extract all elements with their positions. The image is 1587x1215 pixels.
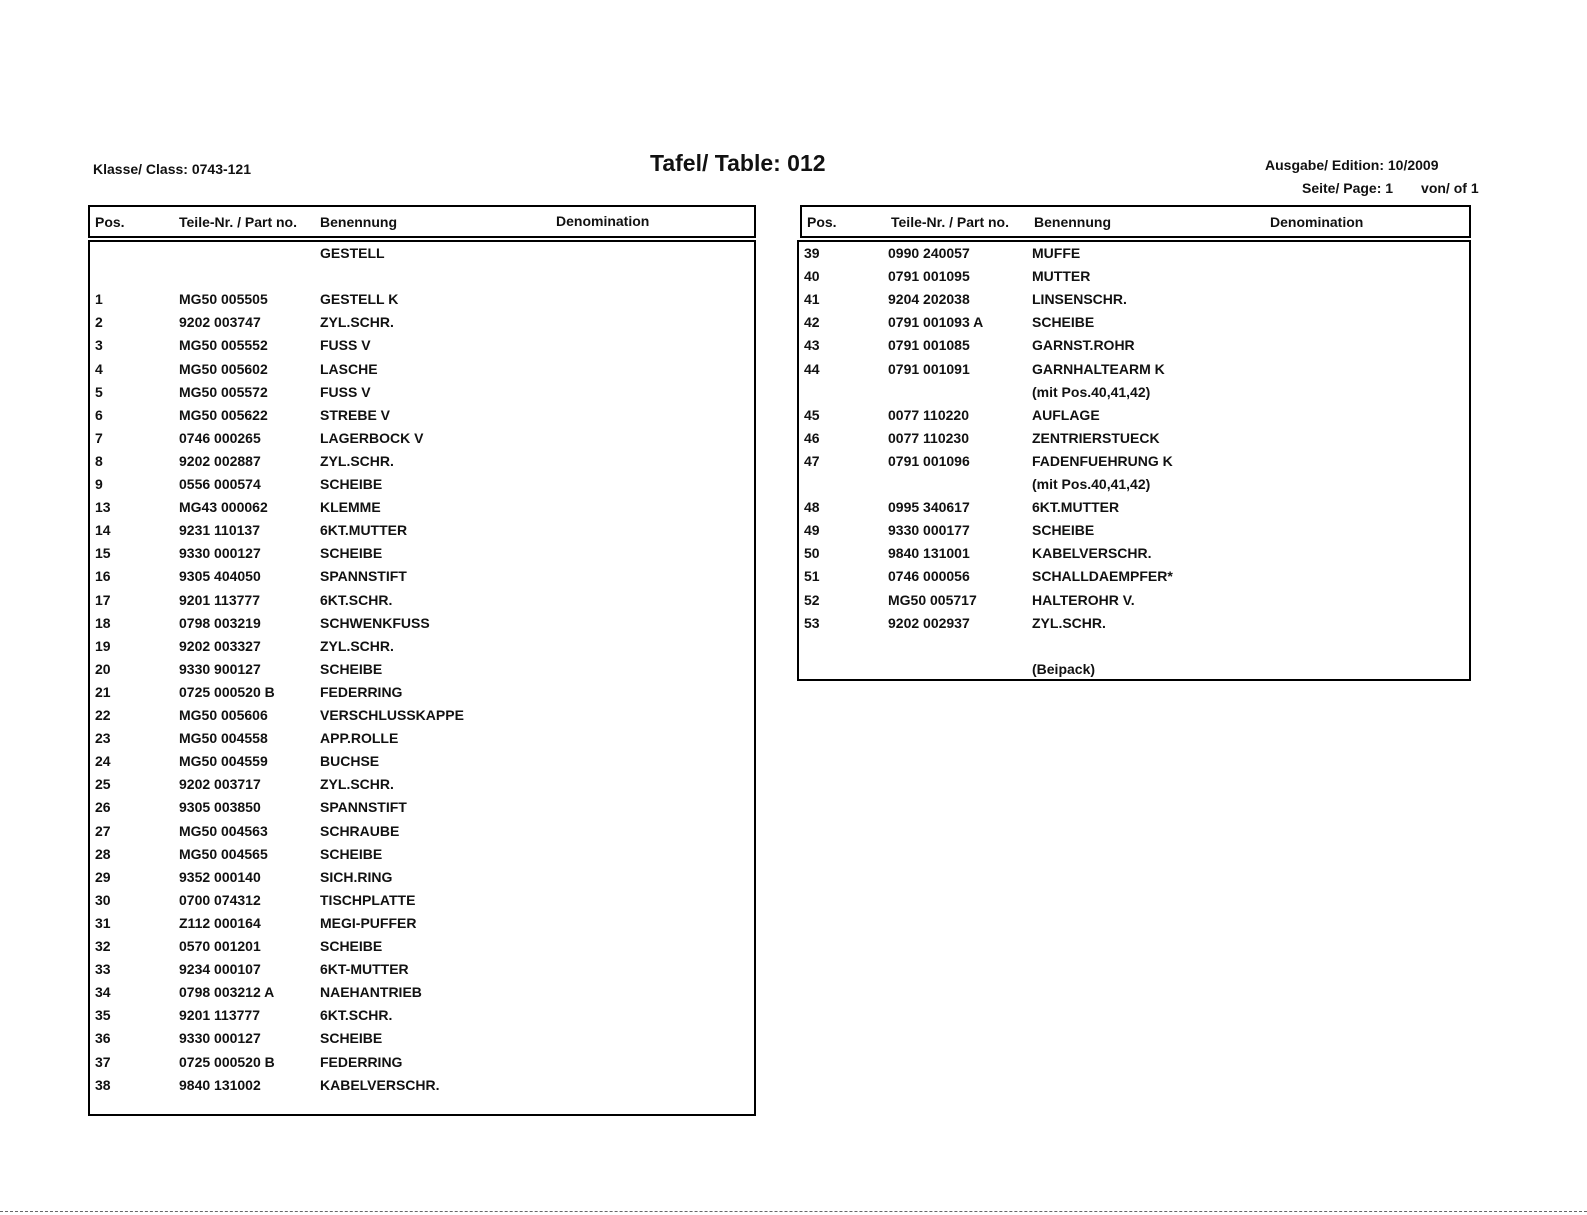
part-number-cell: Z112 000164 <box>179 914 261 931</box>
pos-cell: 9 <box>95 476 103 492</box>
pos-cell: 18 <box>95 614 111 631</box>
pos-cell: 15 <box>95 545 111 562</box>
table-row <box>799 522 1469 545</box>
name-cell: LASCHE <box>320 360 378 377</box>
pos-cell: 17 <box>95 591 111 608</box>
part-number-cell: MG50 005606 <box>179 707 268 723</box>
pos-cell: 5 <box>95 383 103 400</box>
pos-cell: 4 <box>95 360 103 377</box>
table-row <box>90 661 754 684</box>
table-row <box>90 337 754 360</box>
pos-cell: 32 <box>95 938 111 954</box>
part-number-cell: MG50 004565 <box>179 845 268 862</box>
page-bottom-divider <box>0 1211 1587 1212</box>
part-number-cell: MG50 004559 <box>179 753 268 770</box>
pos-cell: 26 <box>95 799 111 816</box>
pos-cell: 31 <box>95 914 111 931</box>
name-cell: (mit Pos.40,41,42) <box>1032 383 1151 400</box>
table-row <box>90 476 754 499</box>
name-cell: 6KT.MUTTER <box>320 522 408 539</box>
pos-cell: 1 <box>95 291 103 308</box>
part-number-cell: 0791 001085 <box>888 337 970 354</box>
name-cell: LINSENSCHR. <box>1032 291 1127 308</box>
column-part-no: Teile-Nr. / Part no. <box>891 214 1009 230</box>
table-row <box>90 522 754 545</box>
name-cell: FADENFUEHRUNG K <box>1032 452 1173 469</box>
table-row <box>799 592 1469 615</box>
name-cell: TISCHPLATTE <box>320 891 416 908</box>
table-row <box>90 1054 754 1077</box>
name-cell: FEDERRING <box>320 683 403 700</box>
page-number: Seite/ Page: 1 <box>1302 180 1394 196</box>
name-cell: MUTTER <box>1032 268 1091 285</box>
part-number-cell: 9330 000127 <box>179 1030 261 1047</box>
name-cell: ZYL.SCHR. <box>320 314 394 331</box>
part-number-cell: MG50 005602 <box>179 360 268 377</box>
name-cell: HALTEROHR V. <box>1032 591 1135 608</box>
part-number-cell: MG50 005717 <box>888 591 977 608</box>
pos-cell: 41 <box>804 291 820 308</box>
table-row <box>90 615 754 638</box>
name-cell: BUCHSE <box>320 753 380 770</box>
name-cell: 6KT.MUTTER <box>1032 499 1120 516</box>
name-cell: LAGERBOCK V <box>320 429 424 446</box>
table-row <box>799 638 1469 661</box>
table-row <box>90 407 754 430</box>
name-cell: SCHEIBE <box>320 1030 383 1047</box>
table-row <box>90 568 754 591</box>
column-pos: Pos. <box>807 214 837 230</box>
name-cell: SCHEIBE <box>320 845 383 862</box>
part-number-cell: MG50 004558 <box>179 730 268 747</box>
name-cell: ZYL.SCHR. <box>320 776 394 793</box>
right-table-header <box>800 205 1471 238</box>
name-cell: SPANNSTIFT <box>320 799 407 816</box>
part-number-cell: MG50 005505 <box>179 291 268 308</box>
pos-cell: 6 <box>95 406 103 423</box>
part-number-cell: 9201 113777 <box>179 1007 260 1024</box>
part-number-cell: 0725 000520 B <box>179 1053 275 1070</box>
table-row <box>90 361 754 384</box>
table-row <box>799 615 1469 638</box>
table-row <box>90 384 754 407</box>
table-row <box>90 684 754 707</box>
part-number-cell: 0990 240057 <box>888 245 970 261</box>
pos-cell: 52 <box>804 591 820 608</box>
pos-cell: 14 <box>95 522 111 539</box>
name-cell: SCHEIBE <box>1032 314 1095 331</box>
name-cell: MUFFE <box>1032 245 1081 261</box>
table-row <box>90 430 754 453</box>
pos-cell: 51 <box>804 568 820 585</box>
part-number-cell: 9231 110137 <box>179 522 260 539</box>
table-row <box>90 823 754 846</box>
pos-cell: 43 <box>804 337 820 354</box>
name-cell: SCHEIBE <box>320 938 383 954</box>
pos-cell: 3 <box>95 337 103 354</box>
column-pos: Pos. <box>95 214 125 230</box>
name-cell: SCHWENKFUSS <box>320 614 430 631</box>
table-row <box>799 361 1469 384</box>
part-number-cell: 9330 000127 <box>179 545 261 562</box>
table-row <box>90 869 754 892</box>
table-row <box>799 661 1469 684</box>
part-number-cell: MG50 004563 <box>179 822 268 839</box>
edition-label: Ausgabe/ Edition: 10/2009 <box>1265 157 1439 173</box>
part-number-cell: 0791 001093 A <box>888 314 984 331</box>
table-row <box>90 1007 754 1030</box>
pos-cell: 36 <box>95 1030 111 1047</box>
pos-cell: 35 <box>95 1007 111 1024</box>
name-cell: KLEMME <box>320 499 381 516</box>
part-number-cell: 0798 003219 <box>179 614 261 631</box>
part-number-cell: MG43 000062 <box>179 499 268 516</box>
table-row <box>799 430 1469 453</box>
part-number-cell: 0700 074312 <box>179 891 261 908</box>
pos-cell: 37 <box>95 1053 111 1070</box>
pos-cell: 49 <box>804 522 820 539</box>
table-row <box>90 961 754 984</box>
table-title: Tafel/ Table: 012 <box>650 150 826 176</box>
table-row <box>90 799 754 822</box>
name-cell: ZYL.SCHR. <box>320 452 394 469</box>
table-row <box>90 1077 754 1100</box>
table-row <box>90 499 754 522</box>
table-row <box>90 291 754 314</box>
pos-cell: 42 <box>804 314 820 331</box>
name-cell: GARNST.ROHR <box>1032 337 1135 354</box>
table-row <box>90 707 754 730</box>
table-row <box>90 938 754 961</box>
table-row <box>90 846 754 869</box>
pos-cell: 8 <box>95 452 103 469</box>
pos-cell: 25 <box>95 776 111 793</box>
left-table-body <box>88 240 756 1116</box>
table-row <box>799 407 1469 430</box>
pos-cell: 34 <box>95 984 111 1001</box>
part-number-cell: 9840 131002 <box>179 1076 261 1093</box>
part-number-cell: MG50 005622 <box>179 406 268 423</box>
part-number-cell: 9234 000107 <box>179 961 261 978</box>
pos-cell: 39 <box>804 245 820 261</box>
pos-cell: 30 <box>95 891 111 908</box>
name-cell: STREBE V <box>320 406 391 423</box>
part-number-cell: 9202 002887 <box>179 452 261 469</box>
table-row <box>90 638 754 661</box>
pos-cell: 19 <box>95 637 111 654</box>
name-cell: 6KT-MUTTER <box>320 961 409 978</box>
pos-cell: 38 <box>95 1076 111 1093</box>
table-row <box>799 545 1469 568</box>
name-cell: SPANNSTIFT <box>320 568 407 585</box>
column-denomination: Denomination <box>1270 214 1364 230</box>
part-number-cell: 0791 001096 <box>888 452 970 469</box>
pos-cell: 7 <box>95 429 103 446</box>
table-row <box>90 545 754 568</box>
pos-cell: 40 <box>804 268 820 285</box>
name-cell: FUSS V <box>320 337 371 354</box>
name-cell: 6KT.SCHR. <box>320 591 393 608</box>
table-row <box>90 753 754 776</box>
column-name: Benennung <box>1034 214 1111 230</box>
name-cell: GESTELL K <box>320 291 399 308</box>
table-row <box>90 892 754 915</box>
table-row <box>799 384 1469 407</box>
table-row <box>90 1030 754 1053</box>
table-row <box>90 915 754 938</box>
name-cell: SCHRAUBE <box>320 822 400 839</box>
part-number-cell: MG50 005572 <box>179 383 268 400</box>
part-number-cell: 0791 001095 <box>888 268 970 285</box>
part-number-cell: 9202 003747 <box>179 314 261 331</box>
name-cell: SCHEIBE <box>1032 522 1095 539</box>
part-number-cell: 9330 000177 <box>888 522 970 539</box>
table-row <box>90 268 754 291</box>
name-cell: SCHEIBE <box>320 660 383 677</box>
table-row <box>799 268 1469 291</box>
table-row <box>90 730 754 753</box>
name-cell: NAEHANTRIEB <box>320 984 422 1001</box>
part-number-cell: 0995 340617 <box>888 499 970 516</box>
part-number-cell: 9305 404050 <box>179 568 261 585</box>
name-cell: SICH.RING <box>320 868 393 885</box>
left-table-header <box>88 205 756 238</box>
part-number-cell: 0746 000056 <box>888 568 970 585</box>
name-cell: FEDERRING <box>320 1053 403 1070</box>
pos-cell: 2 <box>95 314 103 331</box>
table-row <box>90 776 754 799</box>
name-cell: 6KT.SCHR. <box>320 1007 393 1024</box>
page-info <box>1302 180 1479 196</box>
pos-cell: 45 <box>804 406 820 423</box>
name-cell: SCHEIBE <box>320 476 383 492</box>
pos-cell: 47 <box>804 452 820 469</box>
table-row <box>799 568 1469 591</box>
name-cell: (mit Pos.40,41,42) <box>1032 476 1151 492</box>
part-number-cell: 0077 110230 <box>888 429 969 446</box>
table-row <box>799 245 1469 268</box>
pos-cell: 13 <box>95 499 111 516</box>
pos-cell: 33 <box>95 961 111 978</box>
pos-cell: 21 <box>95 683 111 700</box>
name-cell: ZENTRIERSTUECK <box>1032 429 1160 446</box>
pos-cell: 20 <box>95 660 111 677</box>
pos-cell: 29 <box>95 868 111 885</box>
table-row <box>90 245 754 268</box>
pos-cell: 48 <box>804 499 820 516</box>
table-row <box>799 314 1469 337</box>
page-total: von/ of 1 <box>1421 180 1479 196</box>
part-number-cell: 0798 003212 A <box>179 984 275 1001</box>
pos-cell: 16 <box>95 568 111 585</box>
table-row <box>799 476 1469 499</box>
table-row <box>799 337 1469 360</box>
part-number-cell: 0077 110220 <box>888 406 969 423</box>
pos-cell: 50 <box>804 545 820 562</box>
pos-cell: 28 <box>95 845 111 862</box>
column-part-no: Teile-Nr. / Part no. <box>179 214 297 230</box>
part-number-cell: 0570 001201 <box>179 938 261 954</box>
pos-cell: 22 <box>95 707 111 723</box>
part-number-cell: 9840 131001 <box>888 545 970 562</box>
part-number-cell: 9204 202038 <box>888 291 970 308</box>
name-cell: KABELVERSCHR. <box>1032 545 1152 562</box>
pos-cell: 23 <box>95 730 111 747</box>
part-number-cell: 9202 003327 <box>179 637 261 654</box>
table-row <box>799 291 1469 314</box>
name-cell: ZYL.SCHR. <box>320 637 394 654</box>
pos-cell: 44 <box>804 360 820 377</box>
table-row <box>799 453 1469 476</box>
name-cell: APP.ROLLE <box>320 730 399 747</box>
table-row <box>90 453 754 476</box>
name-cell: SCHALLDAEMPFER* <box>1032 568 1173 585</box>
column-denomination: Denomination <box>556 213 650 229</box>
name-cell: KABELVERSCHR. <box>320 1076 440 1093</box>
table-row <box>90 592 754 615</box>
part-number-cell: 9202 003717 <box>179 776 261 793</box>
name-cell: VERSCHLUSSKAPPE <box>320 707 464 723</box>
part-number-cell: 0746 000265 <box>179 429 261 446</box>
name-cell: GARNHALTEARM K <box>1032 360 1165 377</box>
name-cell: (Beipack) <box>1032 660 1096 677</box>
pos-cell: 27 <box>95 822 111 839</box>
table-row <box>799 499 1469 522</box>
part-number-cell: 9201 113777 <box>179 591 260 608</box>
name-cell: GESTELL <box>320 245 385 261</box>
table-row <box>90 984 754 1007</box>
name-cell: AUFLAGE <box>1032 406 1100 423</box>
part-number-cell: 9352 000140 <box>179 868 261 885</box>
right-table-body <box>797 240 1471 681</box>
part-number-cell: 9202 002937 <box>888 614 970 631</box>
part-number-cell: 0791 001091 <box>888 360 970 377</box>
pos-cell: 46 <box>804 429 820 446</box>
name-cell: SCHEIBE <box>320 545 383 562</box>
name-cell: FUSS V <box>320 383 371 400</box>
column-name: Benennung <box>320 214 397 230</box>
name-cell: ZYL.SCHR. <box>1032 614 1106 631</box>
part-number-cell: MG50 005552 <box>179 337 268 354</box>
part-number-cell: 0556 000574 <box>179 476 261 492</box>
pos-cell: 53 <box>804 614 820 631</box>
name-cell: MEGI-PUFFER <box>320 914 417 931</box>
class-label: Klasse/ Class: 0743-121 <box>93 161 251 177</box>
part-number-cell: 9305 003850 <box>179 799 261 816</box>
part-number-cell: 9330 900127 <box>179 660 261 677</box>
table-row <box>90 314 754 337</box>
part-number-cell: 0725 000520 B <box>179 683 275 700</box>
pos-cell: 24 <box>95 753 111 770</box>
